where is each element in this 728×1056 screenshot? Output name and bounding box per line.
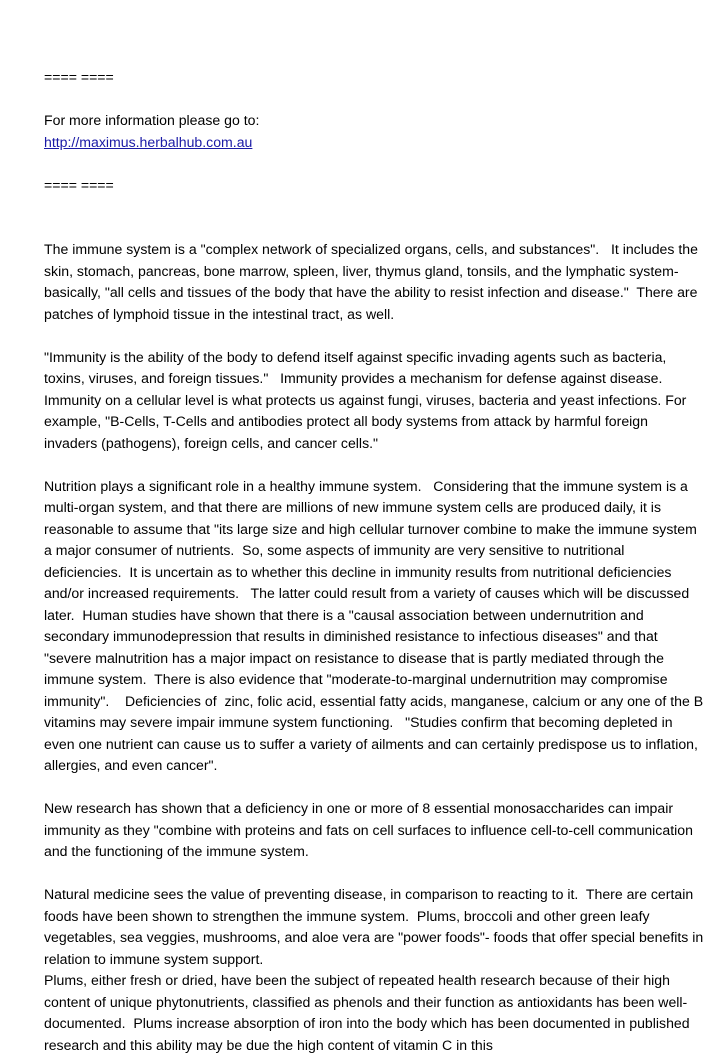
paragraph-nutrition: Nutrition plays a significant role in a healthy immune system. Considering that the immune system is a multi-organ system, and that there are millions of new immune system cells are produced daily, it is reasonable to assume that "its large size and high cellular turnover combine to make the immune system a major consumer of nutrients. So, some aspects of immunity are very sensitive to nutritional deficiencies. It is uncertain as to whether this decline in immunity results from nutritional deficiencies and/or increased requirements. The latter could result from a variety of causes which will be discussed later. Human studies have shown that there is a "causal association between undernutrition and secondary immunodepression that results in diminished resistance to infectious diseases" and that "severe malnutrition has a major impact on resistance to disease that is partly mediated through the immune system. There is also evidence that "moderate-to-marginal undernutrition may compromise immunity". Deficiencies of zinc, folic acid, essential fatty acids, manganese, calcium or any one of the B vitamins may severe impair immune system functioning. "Studies confirm that becoming depleted in even one nutrient can cause us to suffer a variety of ailments and can certainly predispose us to inflation, allergies, and even cancer". <box>44 477 708 773</box>
document-page <box>44 67 708 1056</box>
paragraph-immune-system: The immune system is a "complex network of specialized organs, cells, and substances". It includes the skin, stomach, pancreas, bone marrow, spleen, liver, thymus gland, tonsils, and the lymphatic system- basically, "all cells and tissues of the body that have the ability to resist infection and disease." There are patches of lymphoid tissue in the intestinal tract, as well. <box>44 241 702 322</box>
spacer <box>44 325 704 347</box>
paragraph-natural-medicine: Natural medicine sees the value of preventing disease, in comparison to reacting to it. There are certain foods have been shown to strengthen the immune system. Plums, broccoli and other green leafy vegetables, sea veggies, mushrooms, and aloe vera are "power foods"- foods that offer special benefits in relation to immune system support. <box>44 886 708 967</box>
spacer <box>44 89 704 111</box>
info-label: For more information please go to: <box>44 112 260 128</box>
spacer <box>44 863 704 885</box>
paragraph-immunity-definition: "Immunity is the ability of the body to defend itself against specific invading agents such as bacteria, toxins, viruses, and foreign tissues." Immunity provides a mechanism for defense against disease. Immunity on a cellular level is what protects us against fungi, viruses, bacteria and yeast infections. For example, "B-Cells, T-Cells and antibodies protect all body systems from attack by harmful foreign invaders (pathogens), foreign cells, and cancer cells." <box>44 348 691 451</box>
separator-top: ==== ==== <box>44 69 114 85</box>
info-link[interactable]: http://maximus.herbalhub.com.au <box>44 133 253 150</box>
info-link-line <box>44 132 704 154</box>
spacer <box>44 777 704 799</box>
separator-bottom: ==== ==== <box>44 176 114 193</box>
spacer <box>44 153 704 175</box>
spacer <box>44 196 704 239</box>
spacer <box>44 454 704 476</box>
paragraph-monosaccharides: New research has shown that a deficiency in one or more of 8 essential monosaccharides can impair immunity as they "combine with proteins and fats on cell surfaces to influence cell-to-cell communication and the functioning of the immune system. <box>44 800 697 859</box>
paragraph-plums: Plums, either fresh or dried, have been the subject of repeated health research because of their high content of unique phytonutrients, classified as phenols and their function as antioxidants has been well-documented. Plums increase absorption of iron into the body which has been documented in published research and this ability may be due the high content of vitamin C in this <box>44 972 694 1053</box>
